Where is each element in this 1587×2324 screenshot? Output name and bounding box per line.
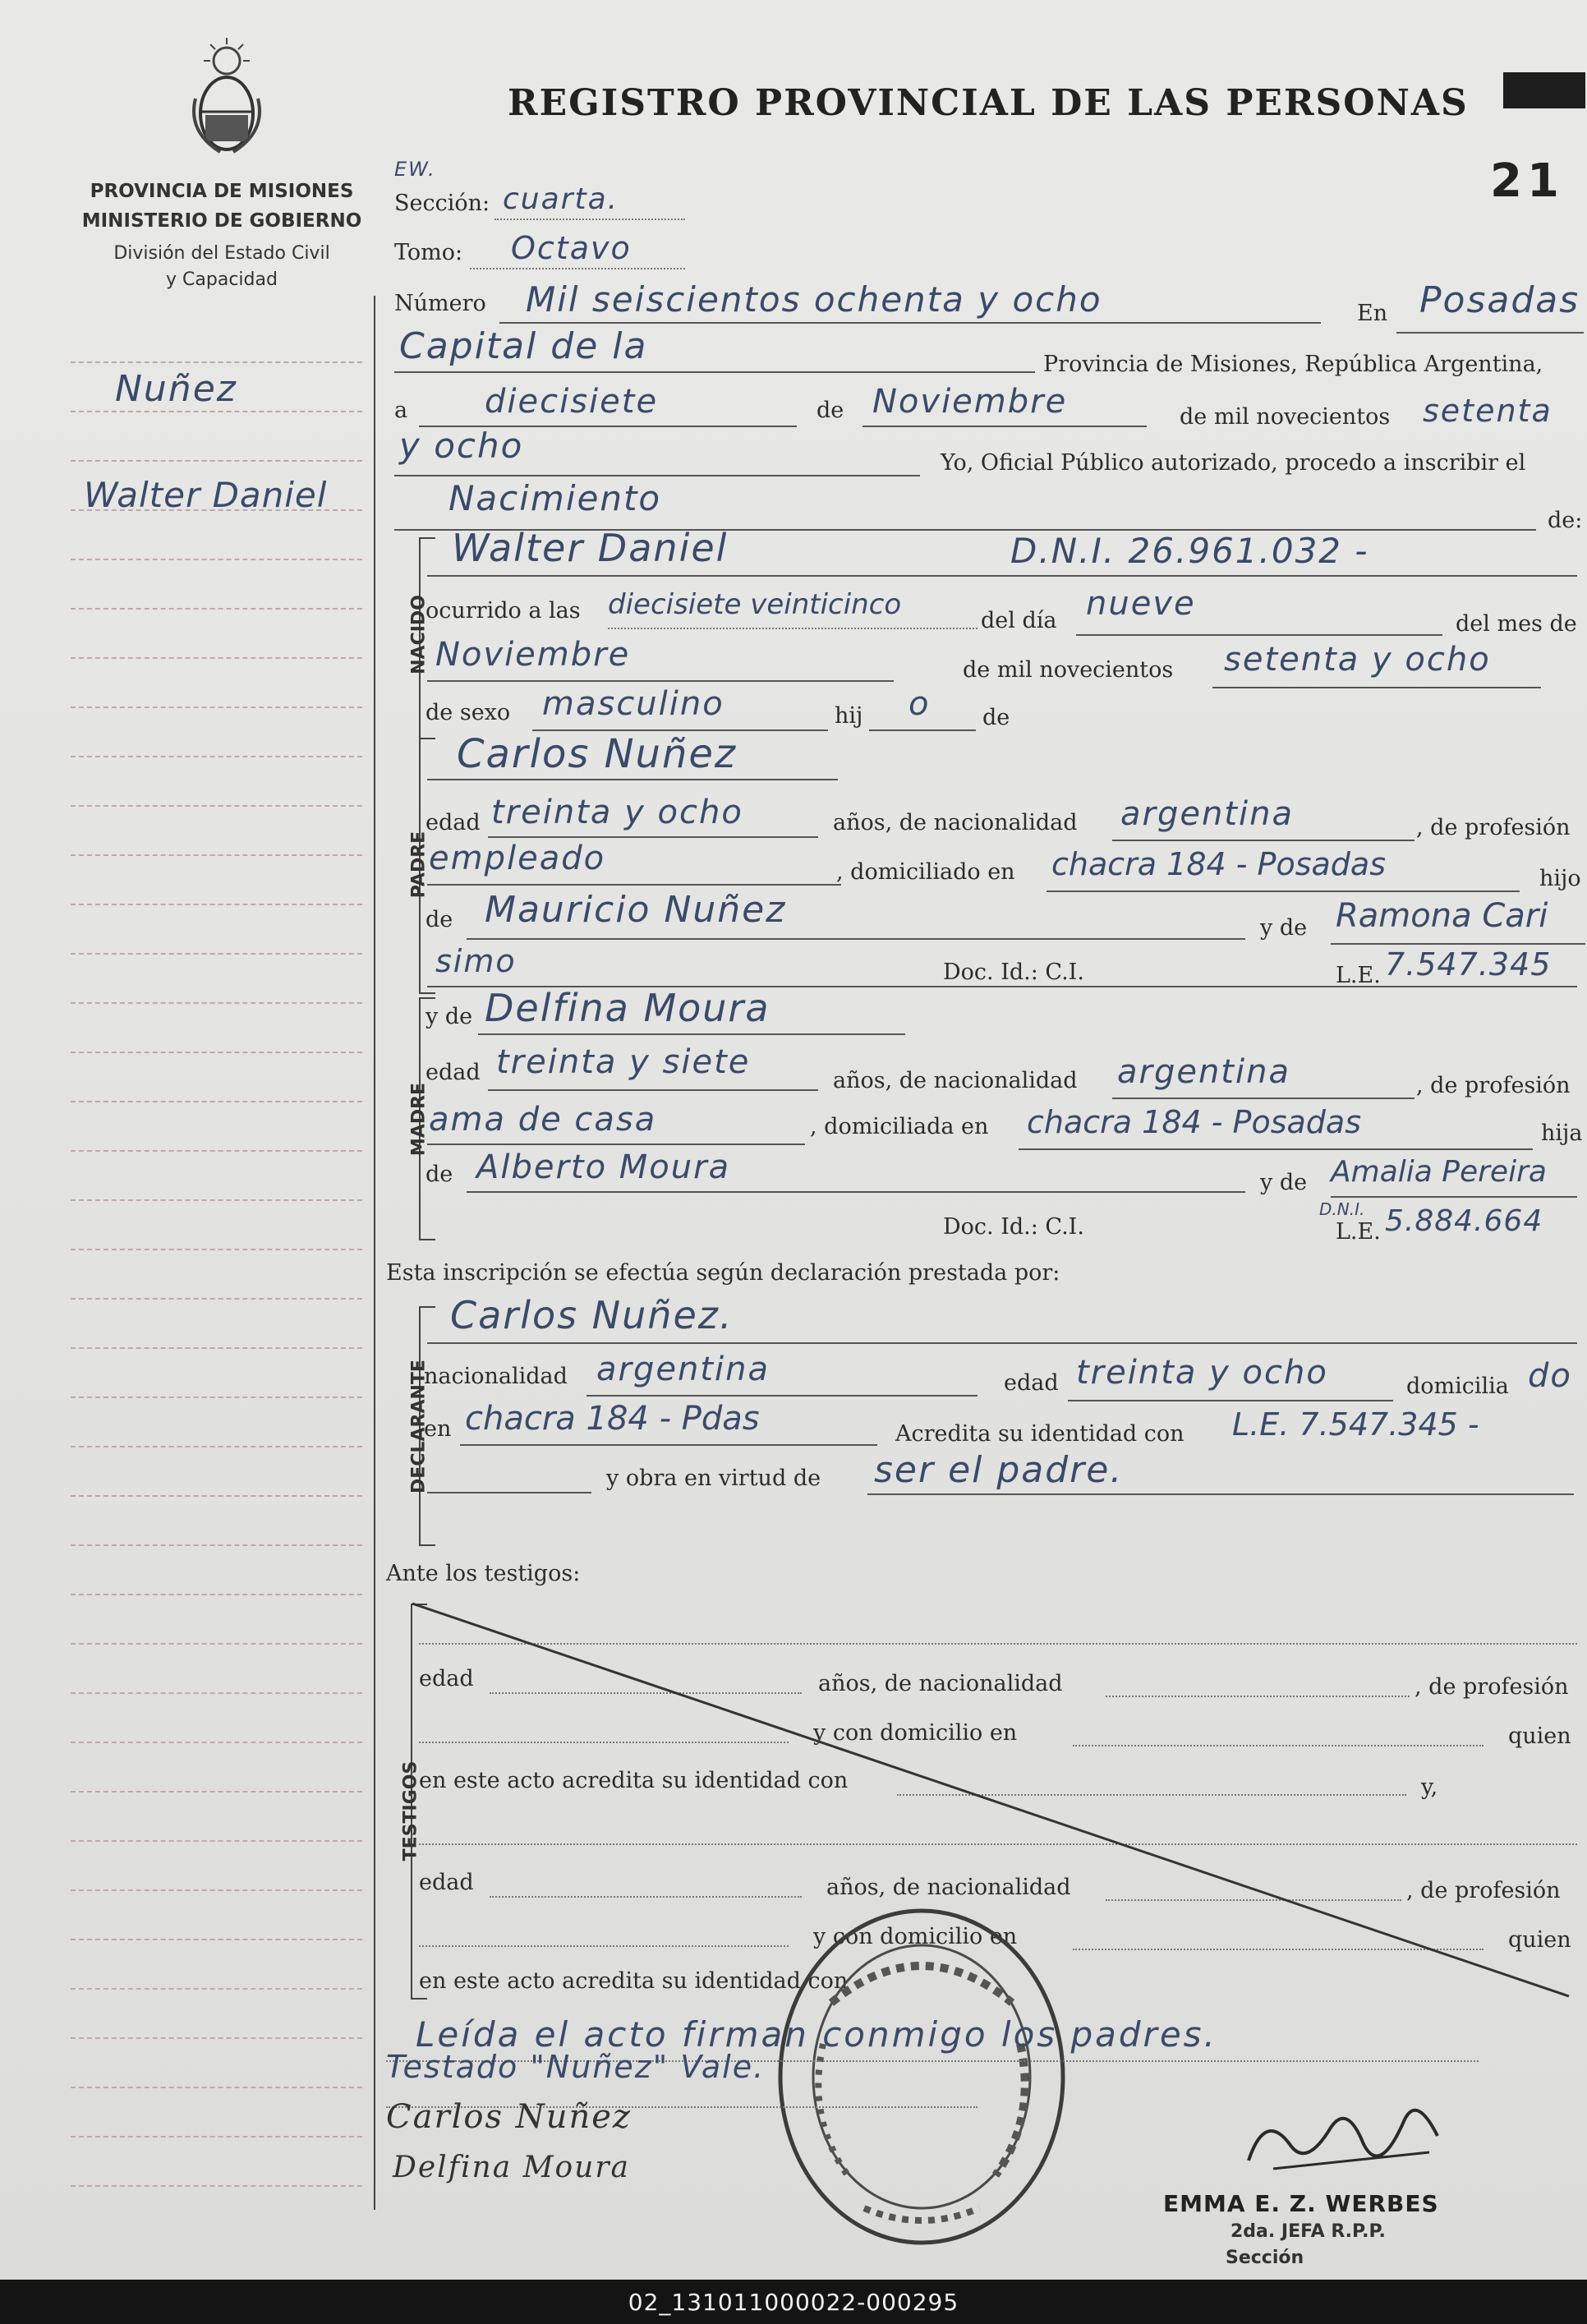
signature-mother: Delfina Moura (393, 2151, 631, 2184)
document-title: REGISTRO PROVINCIAL DE LAS PERSONAS (508, 82, 1469, 124)
signature-father: Carlos Nuñez (386, 2098, 632, 2136)
madre-de-label: de (426, 1162, 453, 1187)
del-mes-label: del mes de (1456, 611, 1577, 637)
testigo1-y-text: y, (1421, 1774, 1438, 1800)
declarante-nac-label: nacionalidad (424, 1364, 568, 1389)
image-code: 02_131011000022-000295 (628, 2288, 959, 2316)
madre-doc-text: Doc. Id.: C.I. (943, 1214, 1084, 1240)
hij-label: hij (835, 703, 863, 729)
testigo2-nac-text: años, de nacionalidad (826, 1875, 1071, 1900)
province-text: Provincia de Misiones, República Argentina, (1043, 352, 1543, 377)
declarante-domicilia-value: do (1528, 1357, 1572, 1395)
padre-le-text: L.E. (1336, 963, 1381, 988)
closing-line2: Testado "Nuñez" Vale. (386, 2049, 766, 2085)
madre-prof-value: ama de casa (429, 1101, 657, 1139)
testigo2-quien-text: quien (1508, 1927, 1571, 1953)
nacido-month-value: Noviembre (435, 636, 631, 674)
testigos-label: TESTIGOS (400, 1760, 421, 1862)
padre-nac-text: años, de nacionalidad (833, 810, 1078, 835)
del-dia-label: del día (981, 608, 1057, 633)
testigo2-dom-text: y con domicilio en (813, 1924, 1018, 1949)
official-name: EMMA E. Z. WERBES (1163, 2190, 1439, 2217)
margin-given-names: Walter Daniel (84, 475, 328, 515)
declarante-edad-value: treinta y ocho (1076, 1354, 1328, 1392)
tomo-value: Octavo (511, 230, 632, 266)
nacido-year-text: de mil novecientos (963, 657, 1174, 683)
madre-edad-label: edad (426, 1060, 481, 1085)
padre-dom-text: , domiciliado en (836, 859, 1015, 885)
testigo2-edad-label: edad (419, 1870, 474, 1895)
division-line1: División del Estado Civil (113, 243, 330, 264)
declarante-acredita-value: L.E. 7.547.345 - (1232, 1406, 1479, 1443)
nacido-dni: D.N.I. 26.961.032 - (1010, 531, 1369, 571)
official-section: Sección (1226, 2248, 1304, 2268)
official-signature-icon (1240, 2087, 1454, 2185)
testigos-intro: Ante los testigos: (386, 1561, 581, 1586)
testigo2-acredita-text: en este acto acredita su identidad con (419, 1968, 849, 1994)
padre-father-value: Mauricio Nuñez (485, 889, 787, 931)
ocurrido-label: ocurrido a las (426, 598, 581, 624)
madre-dom-text: , domiciliada en (810, 1114, 989, 1139)
testigo1-dom-text: y con domicilio en (813, 1720, 1018, 1746)
padre-le-value: 7.547.345 (1385, 946, 1552, 983)
declarante-label: DECLARANTE (408, 1360, 430, 1493)
a-label: a (394, 398, 408, 423)
de-end-label: de: (1548, 508, 1583, 533)
padre-nac-value: argentina (1120, 795, 1294, 833)
padre-prof-text: , de profesión (1416, 815, 1571, 840)
testigo1-acredita-text: en este acto acredita su identidad con (419, 1768, 849, 1793)
province-line2: MINISTERIO DE GOBIERNO (81, 210, 362, 232)
padre-edad-value: treinta y ocho (491, 794, 743, 831)
padre-doc-text: Doc. Id.: C.I. (943, 960, 1084, 985)
declarante-domicilia-label: domicilia (1406, 1374, 1509, 1399)
act-value: Nacimiento (448, 478, 662, 518)
declarante-edad-label: edad (1004, 1370, 1059, 1396)
year-text: de mil novecientos (1180, 404, 1391, 430)
padre-prof-value: empleado (429, 840, 606, 877)
hij-value: o (908, 685, 931, 723)
madre-nac-value: argentina (1117, 1053, 1290, 1091)
month-value: Noviembre (872, 383, 1068, 421)
nacido-name: Walter Daniel (452, 526, 729, 570)
seccion-label: Sección: (394, 191, 490, 216)
madre-le-value: 5.884.664 (1385, 1204, 1543, 1238)
padre-de-label: de (426, 907, 453, 932)
madre-yde-text: y de (1260, 1170, 1308, 1195)
nacido-de-label: de (982, 705, 1010, 730)
nacido-label: NACIDO (408, 595, 430, 674)
official-text: Yo, Oficial Público autorizado, procedo a inscribir el (941, 450, 1526, 476)
declarante-obra-text: y obra en virtud de (606, 1466, 821, 1491)
division-line2: y Capacidad (166, 269, 278, 290)
nacido-day-value: nueve (1086, 585, 1196, 623)
testigo1-quien-text: quien (1508, 1723, 1571, 1749)
madre-label: MADRE (408, 1082, 430, 1157)
place-value: Capital de la (399, 325, 648, 367)
province-line1: PROVINCIA DE MISIONES (90, 181, 354, 202)
madre-dom-value: chacra 184 - Posadas (1027, 1104, 1361, 1140)
madre-le-text: L.E. (1336, 1219, 1381, 1245)
testigo1-edad-label: edad (419, 1666, 474, 1691)
image-code-bar (0, 2280, 1587, 2324)
page-number: 21 (1490, 154, 1564, 208)
madre-name: Delfina Moura (485, 986, 770, 1030)
testigo1-prof-text: , de profesión (1414, 1674, 1569, 1700)
closing-line1: Leída el acto firman conmigo los padres. (416, 2014, 1217, 2055)
testigo1-nac-text: años, de nacionalidad (818, 1671, 1063, 1696)
tomo-label: Tomo: (394, 240, 463, 265)
seccion-value: cuarta. (503, 182, 619, 216)
padre-name: Carlos Nuñez (457, 731, 738, 777)
declarante-en-label: en (424, 1416, 452, 1442)
en-value: Posadas (1419, 279, 1580, 321)
day-value: diecisiete (485, 383, 659, 421)
declarante-en-value: chacra 184 - Pdas (465, 1400, 760, 1438)
madre-edad-value: treinta y siete (496, 1043, 751, 1081)
numero-label: Número (394, 291, 486, 316)
nacido-year-value: setenta y ocho (1224, 641, 1491, 679)
section-prefix: EW. (394, 158, 436, 181)
madre-mother-value: Amalia Pereira (1331, 1155, 1547, 1189)
testigo2-prof-text: , de profesión (1406, 1878, 1561, 1903)
declarante-acredita-text: Acredita su identidad con (895, 1421, 1184, 1447)
sexo-label: de sexo (426, 700, 511, 725)
padre-hijo-text: hijo (1539, 866, 1581, 891)
en-label: En (1357, 301, 1388, 326)
hour-value: diecisiete veinticinco (608, 588, 902, 621)
madre-yde-label: y de (426, 1004, 473, 1029)
madre-prof-text: , de profesión (1416, 1073, 1571, 1098)
padre-mother-value: Ramona Cari (1336, 897, 1548, 935)
madre-nac-text: años, de nacionalidad (833, 1068, 1078, 1093)
margin-surname: Nuñez (115, 368, 237, 410)
year-value2: y ocho (399, 426, 524, 466)
numero-value: Mil seiscientos ochenta y ocho (526, 279, 1102, 320)
declarante-obra-value: ser el padre. (874, 1449, 1124, 1491)
padre-dom-value: chacra 184 - Posadas (1051, 846, 1386, 882)
padre-yde-text: y de (1260, 915, 1308, 941)
padre-edad-label: edad (426, 810, 481, 835)
madre-father-value: Alberto Moura (476, 1148, 731, 1186)
official-stamp-icon (774, 1904, 1070, 2249)
declarante-intro: Esta inscripción se efectúa según declaración prestada por: (386, 1260, 1060, 1286)
official-title: 2da. JEFA R.P.P. (1230, 2221, 1386, 2242)
year-value1: setenta (1423, 393, 1552, 429)
madre-dni-small: D.N.I. (1319, 1199, 1365, 1219)
sexo-value: masculino (542, 685, 724, 723)
madre-hija-text: hija (1541, 1121, 1583, 1146)
padre-label: PADRE (408, 831, 430, 899)
declarante-name: Carlos Nuñez. (450, 1293, 734, 1337)
declarante-nac-value: argentina (596, 1351, 770, 1388)
de-label: de (816, 398, 844, 423)
padre-mother-cont: simo (435, 943, 517, 979)
